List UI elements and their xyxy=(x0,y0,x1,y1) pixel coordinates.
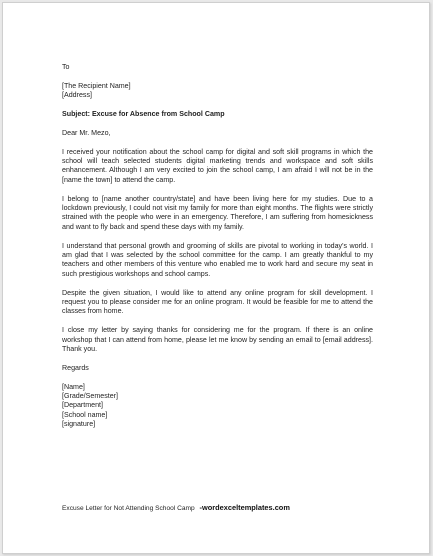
body-paragraph: I belong to [name another country/state] and have been living here for my studies. Due to a lockdown previously, I could not visit my family for more than eight months. The flights were strictly strained with the people who were in an emergency. Therefore, I am suffering from homesickness and want to fly back and spend these days with my family. xyxy=(62,194,373,231)
signature-block xyxy=(62,383,373,430)
signature-department: [Department] xyxy=(62,401,104,410)
letter-body xyxy=(62,63,373,430)
footer-caption: Excuse Letter for Not Attending School Camp xyxy=(62,505,195,512)
letter-subject: Subject: Excuse for Absence from School Camp xyxy=(62,110,225,118)
body-paragraph: I close my letter by saying thanks for considering me for the program. If there is an online workshop that I can attend from home, please let me know by sending an email to [email address]. Thank you. xyxy=(62,326,373,354)
to-label: To xyxy=(62,63,70,71)
body-paragraph: I understand that personal growth and grooming of skills are pivotal to working in today's world. I am glad that I was selected by the school committee for the camp. I am greatly thankful to my teachers and other members of this venture who enabled me to work hard and secure my seat in such prestigious workshops and school camps. xyxy=(62,241,373,278)
footer-brand: -wordexceltemplates.com xyxy=(199,503,290,512)
salutation: Dear Mr. Mezo, xyxy=(62,128,111,137)
body-paragraph: I received your notification about the school camp for digital and soft skill programs in which the school will teach selected students digital marketing trends and workspace and soft skills enhancement. Although I am very excited to join the school camp, I am afraid I will not be in the [name the town] to attend the camp. xyxy=(62,147,373,184)
recipient-address: [Address] xyxy=(62,91,92,100)
signature-school: [School name] xyxy=(62,410,108,419)
document-page xyxy=(2,2,430,554)
signature-grade: [Grade/Semester] xyxy=(62,392,118,401)
body-paragraph: Despite the given situation, I would like to attend any online program for skill development. I request you to please consider me for an online program. It would be feasible for me to attend the classes from home. xyxy=(62,288,373,316)
recipient-name: [The Recipient Name] xyxy=(62,81,131,90)
signature-line: [signature] xyxy=(62,420,96,429)
closing: Regards xyxy=(62,363,89,372)
page-footer xyxy=(62,503,402,513)
signature-name: [Name] xyxy=(62,382,85,391)
